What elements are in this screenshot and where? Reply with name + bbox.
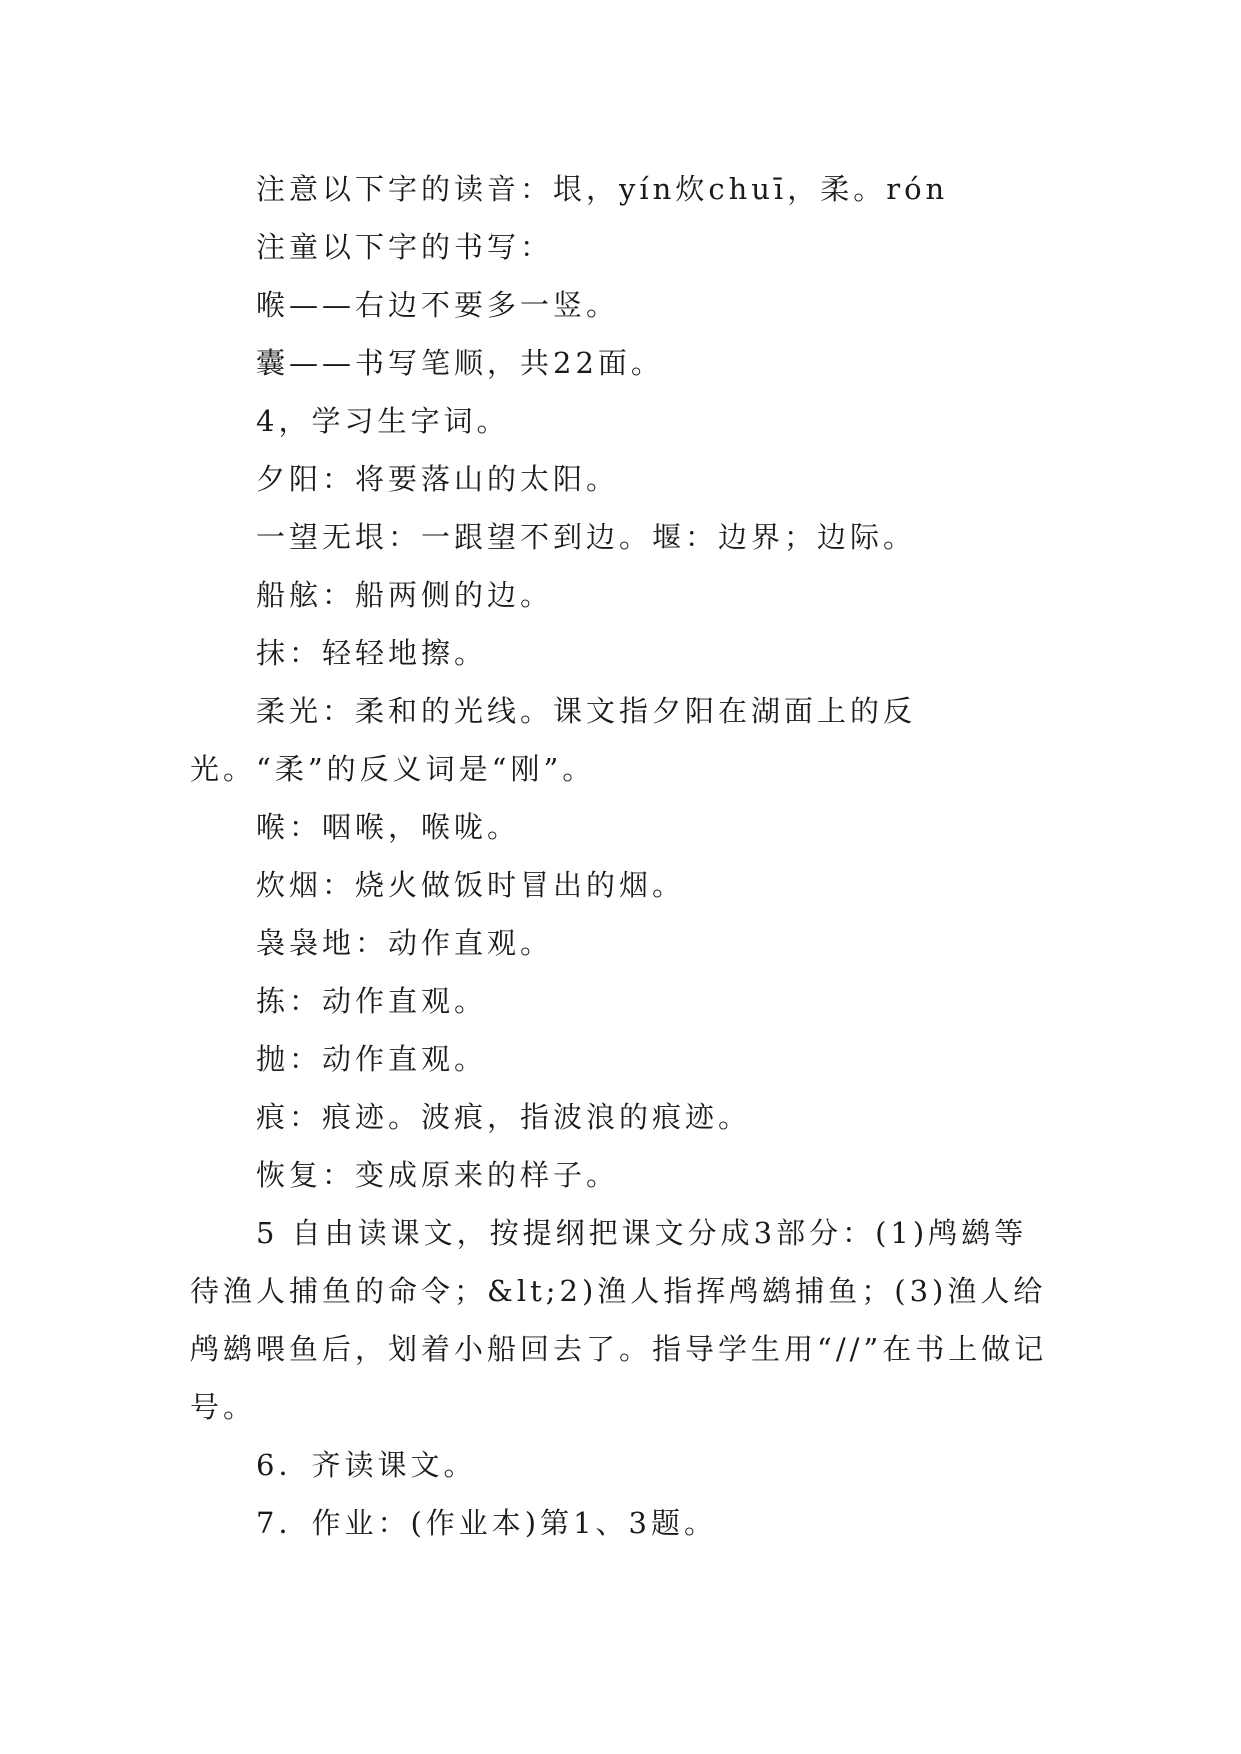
paragraph-vocab-hou: 喉：咽喉，喉咙。 [256, 810, 521, 844]
paragraph-vocab-niaoniao: 袅袅地：动作直观。 [256, 926, 554, 960]
paragraph-vocab-chuiyan: 炊烟：烧火做饭时冒出的烟。 [256, 868, 686, 902]
paragraph-nang-writing: 囊——书写笔顺，共22面。 [256, 346, 664, 380]
document-body [190, 160, 1050, 1552]
paragraph-vocab-xiyang: 夕阳：将要落山的太阳。 [256, 462, 620, 496]
paragraph-vocab-chuanxian: 船舷：船两侧的边。 [256, 578, 554, 612]
paragraph-step-5: 5 自由读课文，按提纲把课文分成3部分：(1)鸬鹚等待渔人捕鱼的命令；&lt;2)渔人指挥鸬鹚捕鱼；(3)渔人给鸬鹚喂鱼后，划着小船回去了。指导学生用“//”在书上做记号。 [190, 1216, 1048, 1424]
paragraph-vocab-rouguang: 柔光：柔和的光线。课文指夕阳在湖面上的反光。“柔”的反义词是“刚”。 [190, 694, 917, 786]
paragraph-pronunciation: 注意以下字的读音：垠，yín炊chuī，柔。rón [256, 172, 949, 206]
paragraph-step-6: 6．齐读课文。 [256, 1448, 477, 1482]
paragraph-vocab-pao: 抛：动作直观。 [256, 1042, 488, 1076]
paragraph-vocab-mo: 抹：轻轻地擦。 [256, 636, 488, 670]
paragraph-hou-writing: 喉——右边不要多一竖。 [256, 288, 620, 322]
paragraph-vocab-jian: 拣：动作直观。 [256, 984, 488, 1018]
paragraph-step-7: 7．作业：(作业本)第1、3题。 [256, 1506, 717, 1540]
paragraph-vocab-yiwangwuyin: 一望无垠：一跟望不到边。堰：边界；边际。 [256, 520, 917, 554]
paragraph-step-4: 4，学习生字词。 [256, 404, 510, 438]
paragraph-vocab-hen: 痕：痕迹。波痕，指波浪的痕迹。 [256, 1100, 752, 1134]
paragraph-writing-note: 注童以下字的书写： [256, 230, 554, 264]
paragraph-vocab-huifu: 恢复：变成原来的样子。 [256, 1158, 620, 1192]
